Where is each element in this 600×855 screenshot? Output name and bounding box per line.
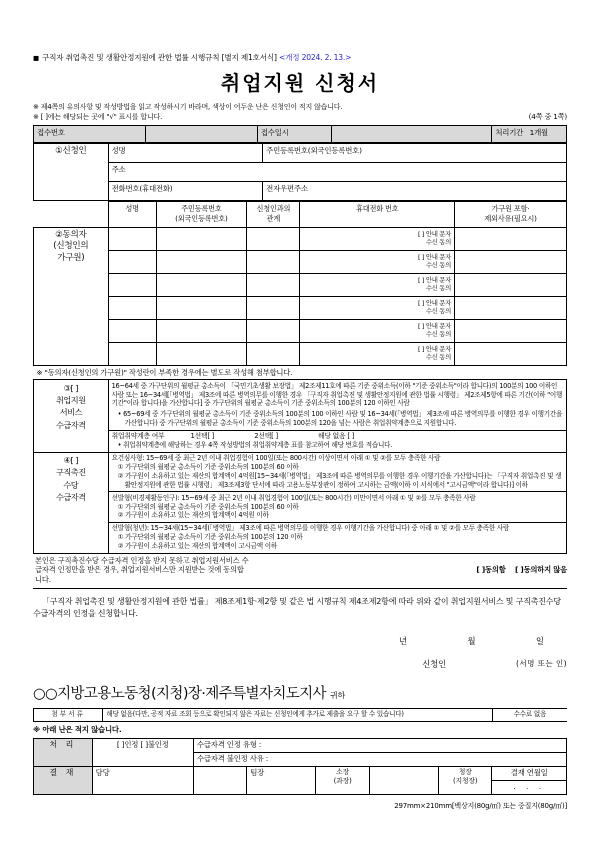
- approval-reason-field[interactable]: 수급자격 불인정 사유 :: [193, 752, 566, 766]
- receipt-date-label: 접수일시: [257, 126, 332, 143]
- signoff-director[interactable]: [439, 766, 492, 794]
- bullet-square-icon: ■: [33, 54, 39, 62]
- day-label: 일: [535, 635, 545, 646]
- date-line: [33, 635, 567, 647]
- applicant-phone-field[interactable]: 전화번호(휴대전화): [108, 182, 263, 201]
- service-criteria-para1: 16~64세 중 가구단위의 월평균 총소득이 「국민기초생활 보장법」 제2조제11호에 따른 기준 중위소득(이하 "기준 중위소득"이라 합니다)의 100분의 100 이하인 사람 또는 16~34세[「병역법」 제3조에 따른 병역의무를 이행한 경우 「구직자 취업촉진 및 생활안정지원에 관한 법률 시행령」 제2조제5항에 따른 기간(이하 "이행기간"이라 합니다)을 가산합니다] 중 가구단위의 월평균 총소득이 기준 중위소득의 100분의 120 이하인 사람: [111, 381, 563, 408]
- applicant-rrn-field[interactable]: 주민등록번호(외국인등록번호): [263, 144, 567, 163]
- law-reference-text: 구직자 취업촉진 및 생활안정지원에 관한 법률 시행규칙 [별지 제1호서식]: [41, 53, 277, 62]
- agreement-text-l1: 본인은 구직촉진수당 수급자격 인정을 받지 못하고 취업지원서비스 수: [35, 555, 249, 565]
- consent-sms-line2: 수신 동의: [425, 353, 452, 362]
- consent-header-name: 성명: [108, 202, 156, 228]
- agreement-options: [468, 556, 567, 575]
- consent-row: [34, 251, 567, 274]
- receiving-office-honorific: 귀하: [329, 690, 346, 700]
- receipt-table: [33, 125, 567, 143]
- consent-sms-cell[interactable]: [300, 251, 455, 274]
- service-criteria-para2: • 65~69세 중 가구단위의 월평균 총소득이 기준 중위소득의 100분의 100 이하인 사람 및 16~34세(「병역법」 제3조에 따른 병역의무를 이행한 경우 이행기간을 가산합니다) 중 가구단위의 월평균 총소득이 기준 중위소득의 100분의 120을 넘는 사람은 취업취약계층으로 지원합니다.: [117, 410, 563, 428]
- consent-rrn-cell[interactable]: [156, 320, 247, 343]
- processing-period-value: 1개월: [529, 127, 548, 137]
- allowance-eligibility-label-l4: 수급자격: [55, 492, 86, 503]
- consent-sms-line2: 수신 동의: [425, 284, 452, 293]
- signoff-chief-sign[interactable]: [369, 766, 438, 794]
- consent-name-cell[interactable]: [108, 320, 156, 343]
- consent-header-rrn-l1: 주민등록번호: [181, 203, 222, 213]
- consent-row: [34, 320, 567, 343]
- consent-reason-cell[interactable]: [455, 274, 567, 297]
- service-eligibility-label: [34, 380, 109, 453]
- consent-header-rrn-l2: (외국인등록번호): [175, 213, 228, 223]
- applicant-section-label: ①신청인: [34, 144, 109, 201]
- agreement-block: [33, 554, 567, 589]
- vulnerable-option-1[interactable]: 1선택[ ]: [190, 432, 215, 441]
- fee-label: 수수료 없음: [492, 708, 567, 721]
- consent-sms-cell[interactable]: [300, 228, 455, 251]
- consent-sms-line1: [ ] 안내 문자: [417, 321, 452, 330]
- consent-section-label-l2: (신청인의: [53, 241, 89, 252]
- consent-sms-line1: [ ] 안내 문자: [417, 229, 452, 238]
- service-eligibility-label-l2: 취업지원: [55, 394, 86, 405]
- consent-section-label-l1: ②동의자: [55, 229, 87, 240]
- signoff-director-l2: (지청장): [453, 776, 478, 785]
- applicant-name-field[interactable]: 성명: [108, 144, 263, 163]
- consent-rrn-cell[interactable]: [156, 343, 247, 366]
- selection-inactive-item2: ② 가구원이 소유하고 있는 재산의 합계액이 4억원 이하: [117, 511, 269, 520]
- application-statement: 「구직자 취업촉진 및 생활안정지원에 관한 법률」 제8조제1항·제2항 및 같은 법 시행규칙 제4조제2항에 따라 위와 같이 취업지원서비스 및 구직촉진수당 수급자격의 인정을 신청합니다.: [33, 597, 561, 619]
- signature-applicant-label: 신청인: [422, 658, 446, 669]
- requirement-review-type: [108, 452, 566, 492]
- selection-youth-head: 선발형(청년): 15~34세(15~34세(「병역법」 제3조에 따른 병역의무를 이행한 경우 이행기간을 가산합니다) 중 아래 ① 및 ②를 모두 충족한 사람: [111, 524, 510, 533]
- signoff-staff-sign[interactable]: [193, 766, 246, 794]
- signoff-label: 결 재: [34, 766, 93, 794]
- allowance-eligibility-label-l3: 수당: [63, 479, 79, 490]
- consent-table: [33, 201, 567, 379]
- approval-date-header: 결재 연월일: [492, 766, 567, 780]
- consent-sms-line2: 수신 동의: [425, 307, 452, 316]
- processing-period-label: 처리기간: [495, 127, 524, 137]
- page-title: 취업지원 신청서: [220, 71, 380, 95]
- agreement-option-disagree[interactable]: [ ]동의하지 않음: [514, 564, 567, 574]
- signature-line: [33, 658, 567, 670]
- consent-sms-line1: [ ] 안내 문자: [417, 298, 452, 307]
- form-notes: [33, 102, 567, 122]
- consent-relation-cell[interactable]: [247, 320, 300, 343]
- selection-youth-item1: ① 가구단위의 월평균 총소득이 기준 중위소득의 100분의 120 이하: [117, 533, 303, 542]
- consent-sms-cell[interactable]: [300, 274, 455, 297]
- process-label: 처 리: [34, 738, 93, 766]
- consent-sms-line1: [ ] 안내 문자: [417, 344, 452, 353]
- consent-reason-cell[interactable]: [455, 251, 567, 274]
- consent-note: ※ "동의자(신청인의 가구원)" 작성란이 부족한 경우에는 별도로 작성해 첨부합니다.: [36, 367, 293, 377]
- consent-header-reason-l2: 제외사유(필요시): [484, 213, 537, 223]
- selection-type-inactive: [108, 492, 566, 523]
- vulnerable-group-label: 취업취약계층 여부: [111, 432, 165, 441]
- signoff-chief-l1: 소장: [336, 768, 350, 777]
- consent-relation-cell[interactable]: [247, 228, 300, 251]
- consent-sms-line2: 수신 동의: [425, 238, 452, 247]
- selection-youth-item2: ② 가구원이 소유하고 있는 재산의 합계액이 고시금액 이하: [117, 542, 277, 551]
- consent-name-cell[interactable]: [108, 297, 156, 320]
- vulnerable-option-none[interactable]: 해당 없음 [ ]: [317, 432, 355, 441]
- vulnerable-group-note: • 취업취약계층에 해당하는 경우 4쪽 작성방법의 취업취약계층 표를 참고하여 해당 번호를 적습니다.: [117, 441, 393, 450]
- signoff-team[interactable]: [247, 766, 316, 794]
- signoff-staff-label: 담당: [95, 768, 110, 778]
- consent-header-relation-l2: 관계: [266, 213, 281, 223]
- consent-rrn-cell[interactable]: [156, 297, 247, 320]
- selection-inactive-head: 선발형(비경제활동인구): 15~69세 중 최근 2년 이내 취업경험이 100일(또는 800시간) 미만이면서 아래 ① 및 ②를 모두 충족한 사람: [111, 493, 476, 502]
- agreement-text-l2: 급자격 인정만을 받은 경우, 취업지원서비스만 지원받는 것에 동의합: [35, 565, 244, 575]
- agreement-option-agree[interactable]: [ ]동의함: [476, 564, 506, 574]
- consent-header-reason: [455, 202, 567, 228]
- consent-row: [34, 297, 567, 320]
- allowance-eligibility-label-l2: 구직촉진: [55, 467, 86, 478]
- consent-relation-cell[interactable]: [247, 274, 300, 297]
- agreement-table: [33, 554, 567, 590]
- form-note-1: ※ 제4쪽의 유의사항 및 작성방법을 읽고 작성하시기 바라며, 색상이 어두운 난은 신청인이 적지 않습니다.: [33, 103, 343, 111]
- agreement-text: [35, 556, 468, 586]
- vulnerable-group-section: [108, 430, 566, 452]
- consent-reason-cell[interactable]: [455, 320, 567, 343]
- applicant-email-field[interactable]: 전자우편주소: [263, 182, 567, 201]
- year-label: 년: [399, 635, 409, 646]
- signoff-team-label: 팀장: [250, 768, 265, 778]
- consent-relation-cell[interactable]: [247, 297, 300, 320]
- consent-section-label-l3: 가구원): [57, 252, 85, 263]
- applicant-table: [33, 143, 567, 201]
- consent-sms-line2: 수신 동의: [425, 261, 452, 270]
- consent-section-label: [34, 228, 109, 366]
- receipt-number-label: 접수번호: [34, 126, 146, 143]
- consent-header-relation-l1: 신청인과의: [256, 203, 291, 213]
- applicant-address-field[interactable]: 주소: [108, 163, 566, 182]
- service-eligibility-label-l4: 수급자격: [55, 419, 86, 430]
- requirement-review-item1: ① 가구단위의 월평균 총소득이 기준 중위소득의 100분의 60 이하: [117, 463, 299, 472]
- approval-date-value[interactable]: . . .: [492, 780, 567, 794]
- service-eligibility-label-l3: 서비스: [59, 407, 82, 418]
- allowance-eligibility-label: [34, 452, 109, 553]
- consent-header-phone: 휴대전화 번호: [300, 202, 455, 228]
- consent-name-cell[interactable]: [108, 228, 156, 251]
- agreement-text-l3: 니다.: [35, 575, 51, 585]
- attachments-table: [33, 708, 567, 722]
- attachments-label: 첨부서류: [34, 708, 103, 721]
- consent-rrn-cell[interactable]: [156, 228, 247, 251]
- consent-name-cell[interactable]: [108, 251, 156, 274]
- consent-sms-cell[interactable]: [300, 343, 455, 366]
- form-note-2: ※ [ ]에는 해당되는 곳에 "√" 표시를 합니다.: [33, 113, 163, 122]
- consent-sms-cell[interactable]: [300, 297, 455, 320]
- consent-sms-line2: 수신 동의: [425, 330, 452, 339]
- paper-spec-footer: 297mm×210mm[백상지(80g/㎡) 또는 중질지(80g/㎡)]: [394, 801, 567, 810]
- signature-seal-label[interactable]: (서명 또는 인): [515, 658, 567, 668]
- selection-inactive-item1: ① 가구단위의 월평균 총소득이 기준 중위소득의 100분의 60 이하: [117, 502, 299, 511]
- law-reference-line: [33, 52, 567, 63]
- internal-use-warning: ※ 아래 난은 적지 않습니다.: [33, 724, 122, 734]
- consent-rrn-cell[interactable]: [156, 274, 247, 297]
- consent-reason-cell[interactable]: [455, 228, 567, 251]
- consent-name-cell[interactable]: [108, 274, 156, 297]
- signoff-director-l1: 청장: [458, 768, 472, 777]
- consent-relation-cell[interactable]: [247, 343, 300, 366]
- signoff-staff[interactable]: [92, 766, 193, 794]
- approval-type-field[interactable]: 수급자격 인정 유형 :: [193, 738, 566, 752]
- signoff-chief-l2: (과장): [333, 776, 352, 785]
- requirement-review-item2: ② 가구원이 소유하고 있는 재산의 합계액이 4억원[15~34세(「병역법」 제3조에 따른 병역의무를 이행한 경우 이행기간을 가산합니다)는 「구직자 취업촉진 및 생활안정지원에 관한 법률 시행령」 제3조제3항 단서에 따라 고용노동부장관이 정하여 고시하는 금액(이하 이 서식에서 "고시금액"이라 합니다)] 이하: [117, 471, 562, 489]
- selection-type-youth: [108, 522, 566, 553]
- requirement-review-head: 요건심사형: 15~69세 중 최근 2년 이내 취업경험이 100일(또는 800시간) 이상이면서 아래 ① 및 ②를 모두 충족한 사람: [111, 454, 441, 463]
- attachments-value: 해당 없음(다만, 공적 자료 조회 등으로 확인되지 않은 자료는 신청인에게 추가로 제출을 요구 할 수 있습니다): [103, 708, 492, 721]
- consent-sms-line1: [ ] 안내 문자: [417, 252, 452, 261]
- receipt-number-value: [145, 126, 257, 143]
- consent-relation-cell[interactable]: [247, 251, 300, 274]
- consent-sms-line1: [ ] 안내 문자: [417, 275, 452, 284]
- receiving-office-name: ○○지방고용노동청(지청)장·제주특별자치도지사: [33, 685, 326, 702]
- process-options[interactable]: [ ]인정 [ ]불인정: [92, 738, 193, 766]
- consent-reason-cell[interactable]: [455, 343, 567, 366]
- approval-table: [33, 738, 567, 795]
- consent-reason-cell[interactable]: [455, 297, 567, 320]
- law-revision-date: <개정 2024. 2. 13.>: [278, 53, 352, 62]
- eligibility-table: [33, 379, 567, 553]
- consent-header-reason-l1: 가구원 포함·: [491, 203, 530, 213]
- month-label: 월: [467, 635, 477, 646]
- consent-header-rrn: [156, 202, 247, 228]
- consent-rrn-cell[interactable]: [156, 251, 247, 274]
- consent-name-cell[interactable]: [108, 343, 156, 366]
- consent-row: [34, 343, 567, 366]
- consent-sms-cell[interactable]: [300, 320, 455, 343]
- consent-row: [34, 228, 567, 251]
- service-eligibility-checkbox[interactable]: ③[ ]: [63, 382, 78, 393]
- receipt-date-value: [332, 126, 492, 143]
- page-indicator: (4쪽 중 1쪽): [528, 112, 567, 122]
- allowance-eligibility-checkbox[interactable]: ④[ ]: [63, 455, 78, 466]
- consent-header-relation: [247, 202, 300, 228]
- processing-period: [492, 126, 567, 143]
- service-eligibility-criteria: [108, 380, 566, 430]
- vulnerable-option-2[interactable]: 2선택[ ]: [254, 432, 278, 441]
- consent-row: [34, 274, 567, 297]
- receiving-office: [33, 682, 567, 703]
- signoff-chief[interactable]: [316, 766, 369, 794]
